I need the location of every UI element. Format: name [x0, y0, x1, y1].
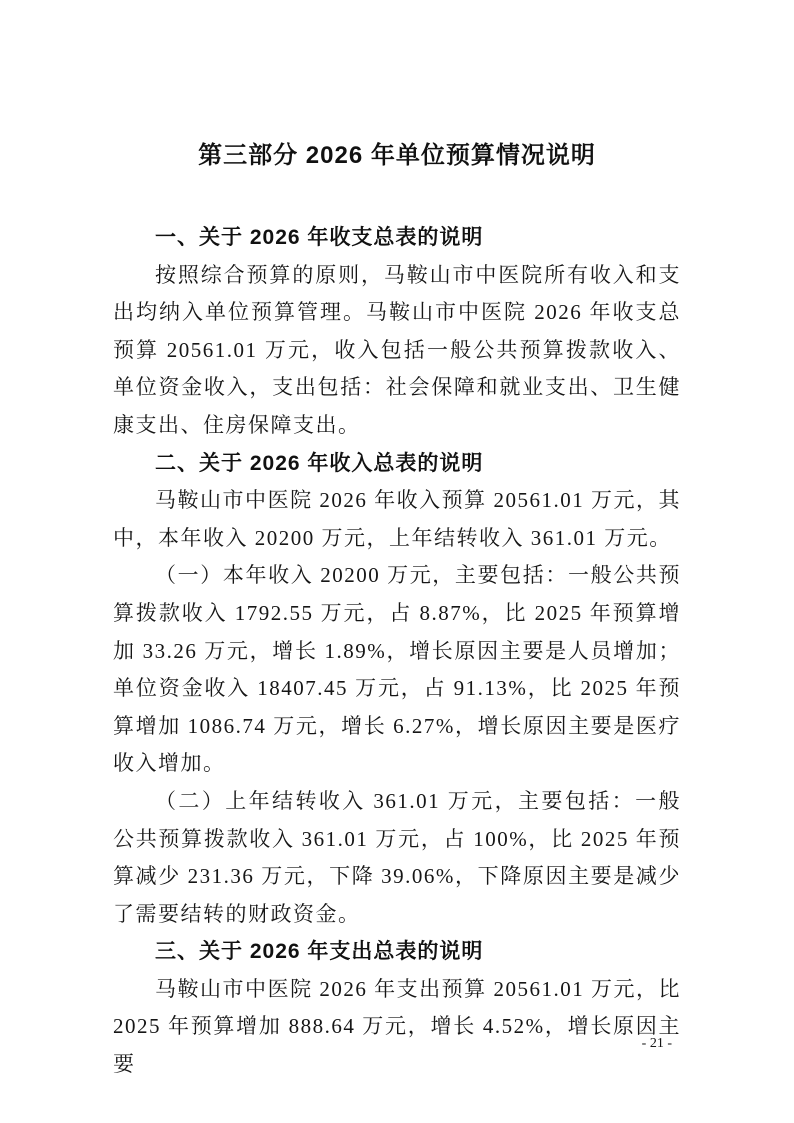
document-body — [113, 219, 681, 1084]
page-number: - 21 - — [641, 1036, 672, 1051]
section-heading-2: 二、关于 2026 年收入总表的说明 — [155, 451, 484, 475]
section-expense-summary — [113, 933, 681, 1083]
paragraph: （二）上年结转收入 361.01 万元，主要包括：一般公共预算拨款收入 361.01 万元，占 100%，比 2025 年预算减少 231.36 万元，下降 39.06%，下降原因主要是减少了需要结转的财政资金。 — [113, 788, 681, 926]
paragraph: 马鞍山市中医院 2026 年支出预算 20561.01 万元，比 2025 年预算增加 888.64 万元，增长 4.52%，增长原因主要 — [113, 976, 681, 1077]
paragraph: 按照综合预算的原则，马鞍山市中医院所有收入和支出均纳入单位预算管理。马鞍山市中医院 2026 年收支总预算 20561.01 万元，收入包括一般公共预算拨款收入、单位资金收入，支出包括：社会保障和就业支出、卫生健康支出、住房保障支出。 — [113, 262, 681, 437]
section-heading-3: 三、关于 2026 年支出总表的说明 — [155, 940, 484, 964]
section-income-summary — [113, 445, 681, 934]
section-income-expense-summary — [113, 219, 681, 445]
page-title: 第三部分 2026 年单位预算情况说明 — [198, 142, 596, 169]
section-heading-1: 一、关于 2026 年收支总表的说明 — [155, 226, 484, 249]
paragraph: 马鞍山市中医院 2026 年收入预算 20561.01 万元，其中，本年收入 20200 万元，上年结转收入 361.01 万元。 — [113, 488, 681, 550]
paragraph: （一）本年收入 20200 万元，主要包括：一般公共预算拨款收入 1792.55 万元，占 8.87%，比 2025 年预算增加 33.26 万元，增长 1.89%，增长原因主要是人员增加；单位资金收入 18407.45 万元，占 91.13%，比 2025 年预算增加 1086.74 万元，增长 6.27%，增长原因主要是医疗收入增加。 — [113, 563, 681, 776]
